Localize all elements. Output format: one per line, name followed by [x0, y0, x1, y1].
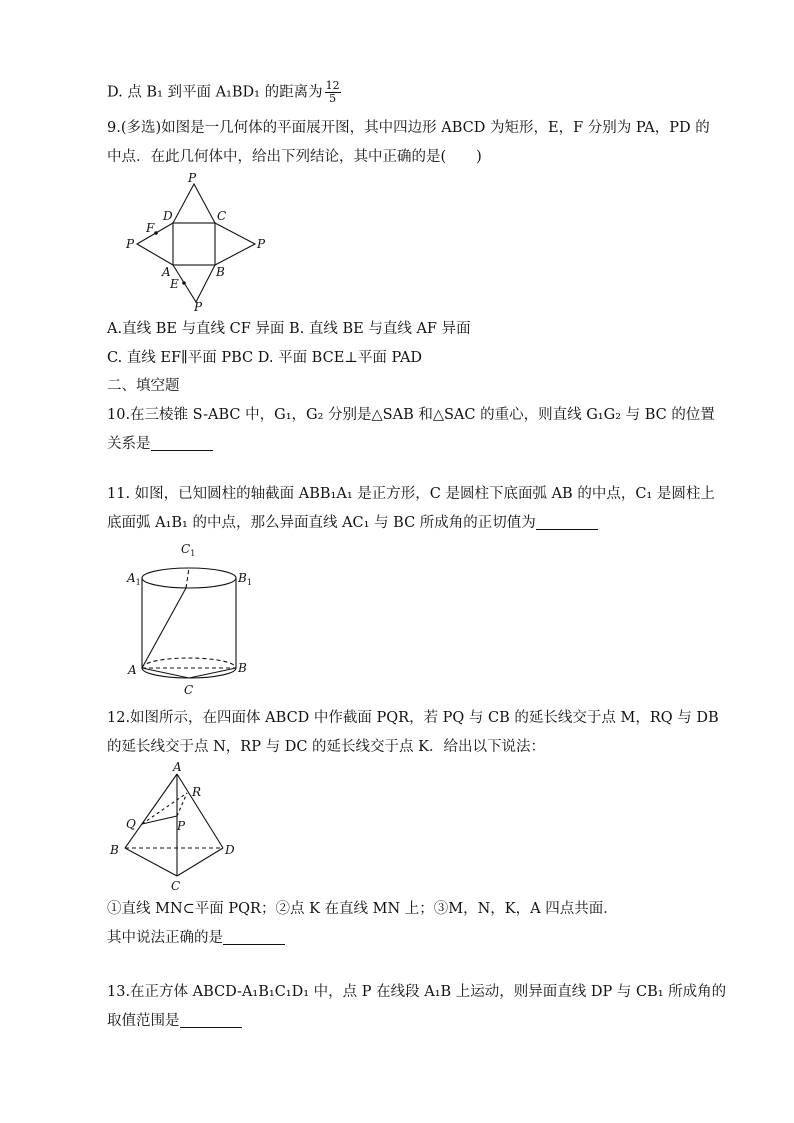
label-d: D: [225, 843, 235, 857]
q12-line-3: ①直线 MN⊂平面 PQR；②点 K 在直线 MN 上；③M，N，K，A 四点共面．: [107, 901, 618, 917]
label-e: E: [170, 277, 179, 291]
label-d: D: [163, 209, 173, 223]
label-p-top: P: [188, 171, 197, 185]
label-a: A: [162, 265, 171, 279]
q9-options-2: C. 直线 EF∥平面 PBC D. 平面 BCE⊥平面 PAD: [107, 350, 423, 366]
label-c: C: [171, 879, 181, 893]
label-f: F: [146, 221, 155, 235]
figure-12-tetrahedron: [105, 760, 250, 895]
q13-line-1: 13.在正方体 ABCD-A₁B₁C₁D₁ 中，点 P 在线段 A₁B 上运动，则异面直线 DP 与 CB₁ 所成角的: [107, 984, 727, 1000]
answer-blank[interactable]: [223, 930, 285, 945]
label-p: P: [177, 819, 186, 833]
q9-line-1: 9.(多选)如图是一几何体的平面展开图，其中四边形 ABCD 为矩形，E，F 分别为 PA，PD 的: [107, 120, 710, 136]
label-b: B: [238, 661, 247, 675]
label-p-left: P: [126, 237, 135, 251]
answer-blank[interactable]: [536, 515, 598, 530]
answer-blank[interactable]: [180, 1013, 242, 1028]
q9-line-2: 中点．在此几何体中，给出下列结论，其中正确的是( ): [107, 149, 482, 165]
q12-line-2: 的延长线交于点 N，RP 与 DC 的延长线交于点 K．给出以下说法：: [107, 739, 545, 755]
label-a: A: [173, 760, 182, 774]
q13-line-2: 取值范围是: [107, 1010, 242, 1032]
label-p-bottom: P: [194, 300, 203, 314]
label-c: C: [217, 209, 227, 223]
label-a: A: [128, 663, 137, 677]
label-b1: $B_1$: [238, 571, 252, 587]
q9-options-1: A.直线 BE 与直线 CF 异面 B. 直线 BE 与直线 AF 异面: [107, 321, 471, 337]
label-r: R: [192, 785, 202, 799]
q12-line-1: 12.如图所示，在四面体 ABCD 中作截面 PQR，若 PQ 与 CB 的延长线交于点 M，RQ 与 DB: [107, 710, 719, 726]
label-b: B: [110, 843, 119, 857]
figure-9-net: [118, 170, 278, 315]
label-p-right: P: [257, 237, 266, 251]
label-b: B: [216, 265, 225, 279]
figure-11-cylinder: [120, 538, 260, 698]
option-d-line: [107, 80, 341, 105]
fraction: $\frac{12}{5}$: [325, 79, 340, 105]
label-c: C: [184, 683, 194, 697]
q11-line-1: 11. 如图，已知圆柱的轴截面 ABB₁A₁ 是正方形，C 是圆柱下底面弧 AB 的中点，C₁ 是圆柱上: [107, 486, 715, 502]
option-d-text: D. 点 B₁ 到平面 A₁BD₁ 的距离为: [107, 84, 323, 101]
q10-line-1: 10.在三棱锥 S-ABC 中，G₁，G₂ 分别是△SAB 和△SAC 的重心，则直线 G₁G₂ 与 BC 的位置: [107, 407, 715, 423]
label-a1: $A_1$: [127, 571, 141, 587]
q10-line-2: 关系是: [107, 433, 213, 455]
answer-blank[interactable]: [151, 436, 213, 451]
label-c1: $C_1$: [181, 542, 196, 558]
q11-line-2: 底面弧 A₁B₁ 的中点，那么异面直线 AC₁ 与 BC 所成角的正切值为: [107, 512, 598, 534]
label-q: Q: [126, 817, 136, 831]
q12-line-4: 其中说法正确的是: [107, 927, 285, 949]
section-heading: 二、填空题: [107, 378, 180, 394]
